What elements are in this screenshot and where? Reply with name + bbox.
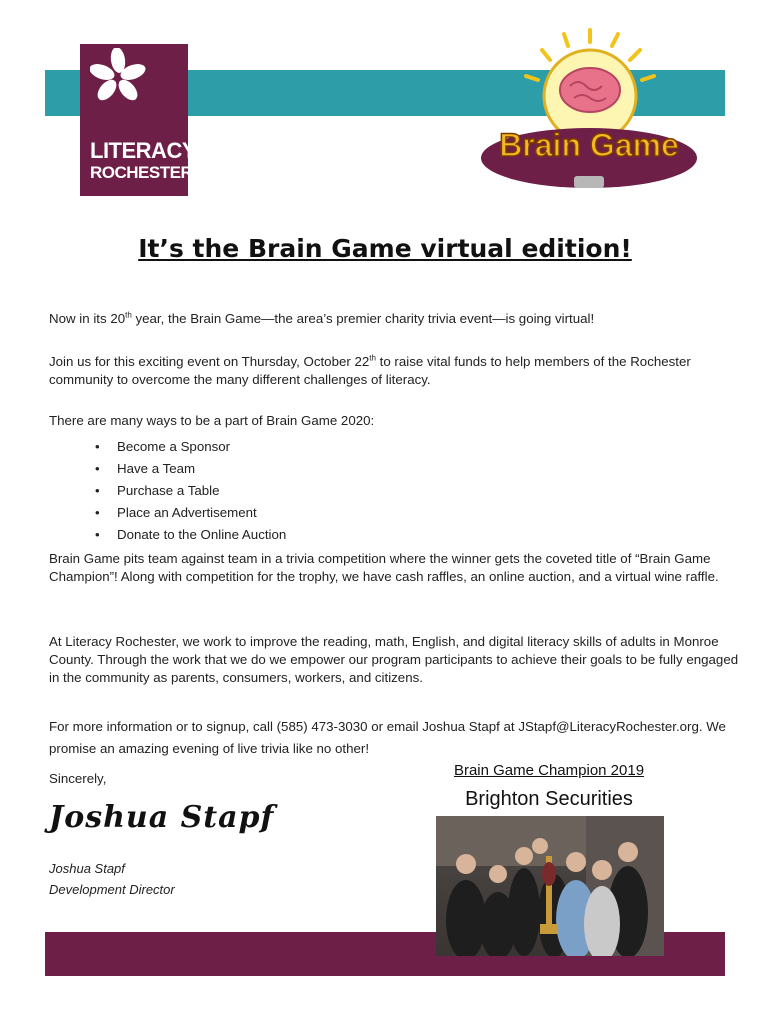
list-item: • Have a Team (95, 458, 286, 480)
list-item: • Purchase a Table (95, 480, 286, 502)
logo-line-1: LITERACY (90, 138, 196, 163)
paragraph-event (49, 353, 739, 389)
champion-label: Brain Game Champion 2019 (453, 762, 645, 779)
brain-game-logo (478, 28, 700, 190)
signature: Joshua Stapf (49, 800, 275, 835)
closing-text: Sincerely, (49, 771, 107, 786)
intro-text-a: Now in its 20 (49, 311, 126, 326)
list-item: • Donate to the Online Auction (95, 524, 286, 546)
paragraph-mission: At Literacy Rochester, we work to improve the reading, math, English, and digital literacy skills of adults in Monroe County. Through the work that we do we empower our program participants to achieve their goals to be fully engaged in the community as parents, consumers, workers, and citizens. (49, 634, 739, 685)
signer-block (49, 858, 175, 900)
event-text-a: Join us for this exciting event on Thursday, October 22 (49, 354, 370, 369)
event-sup: th (369, 353, 376, 363)
list-item: • Become a Sponsor (95, 436, 286, 458)
intro-text-b: year, the Brain Game—the area’s premier charity trivia event—is going virtual! (131, 311, 595, 326)
champion-team-photo (436, 816, 664, 956)
paragraph-contact: For more information or to signup, call (585) 473-3030 or email Joshua Stapf at JStapf@LiteracyRochester.org. We promise an amazing evening of live trivia like no other! (49, 719, 726, 756)
list-item: • Place an Advertisement (95, 502, 286, 524)
logo-line-2: ROCHESTER (90, 163, 193, 182)
ways-list (95, 436, 286, 546)
intro-sup: th (125, 310, 132, 320)
event-text-b: to raise vital funds to help members of the Rochester community to overcome the many different challenges of literacy. (49, 354, 691, 387)
asterisk-icon (90, 48, 146, 104)
brain-game-logo-text: Brain Game (499, 127, 679, 163)
paragraph-competition: Brain Game pits team against team in a trivia competition where the winner gets the coveted title of “Brain Game Champion”! Along with competition for the trophy, we have cash raffles, an online auction, and a virtual wine raffle. (49, 551, 719, 584)
signer-name: Joshua Stapf (49, 861, 125, 876)
lightbulb-brain-icon (526, 30, 654, 142)
signer-title: Development Director (49, 882, 175, 897)
paragraph-intro (49, 310, 739, 328)
champion-team: Brighton Securities (465, 788, 633, 810)
literacy-rochester-logo (80, 44, 196, 196)
paragraph-ways-intro: There are many ways to be a part of Brain Game 2020: (49, 413, 375, 428)
page-title: It’s the Brain Game virtual edition! (138, 234, 632, 263)
